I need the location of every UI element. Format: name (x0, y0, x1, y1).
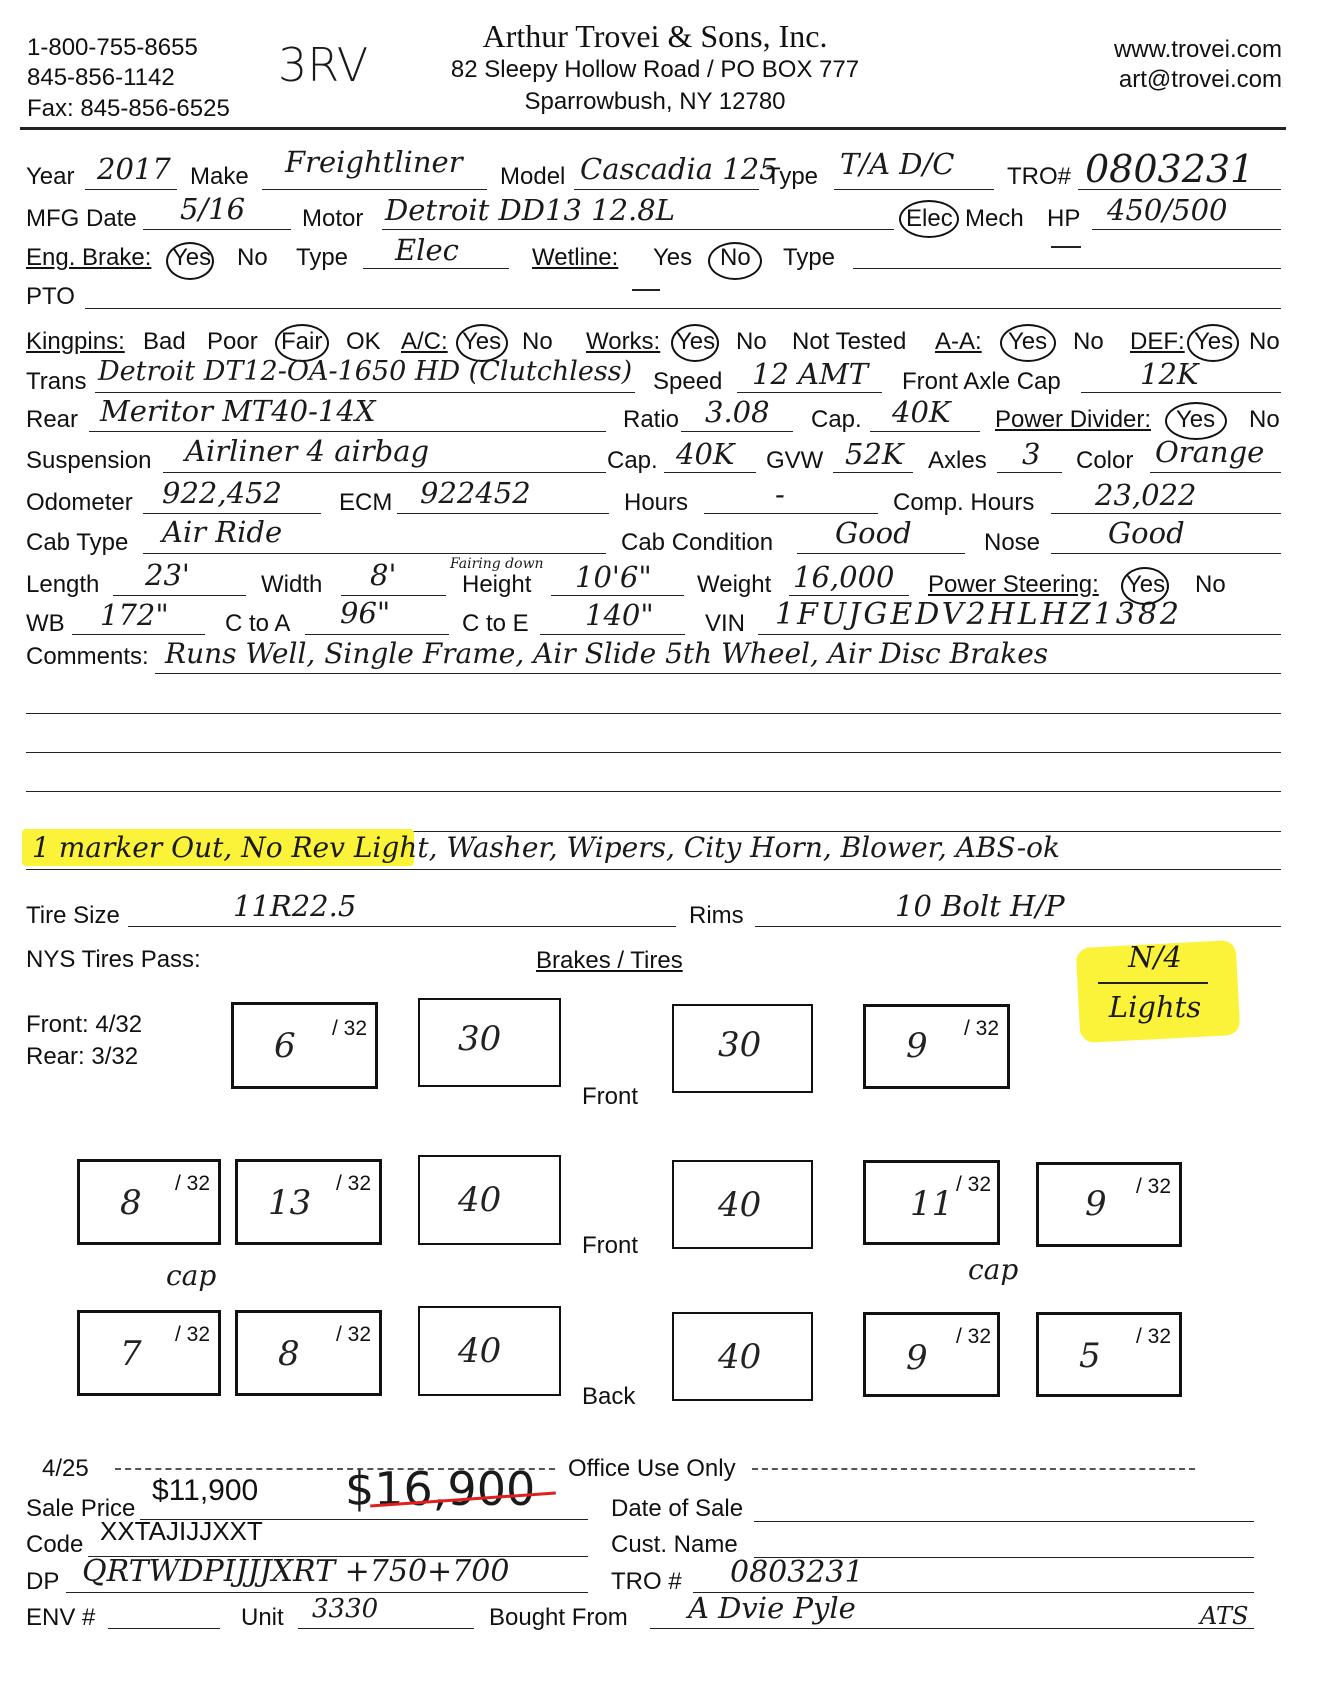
works-not-tested: Not Tested (792, 328, 907, 355)
axle-label-front-2: Front (582, 1232, 639, 1259)
unit-line (298, 1628, 474, 1629)
ratio-label: Ratio (623, 406, 680, 433)
brake-value: 30 (718, 1025, 762, 1065)
make-line (262, 189, 487, 190)
axle-label-back: Back (582, 1383, 636, 1410)
brake-value: 40 (718, 1185, 762, 1225)
motor-value: Detroit DD13 12.8L (385, 193, 675, 227)
def-label: DEF: (1130, 328, 1185, 355)
kingpins-label: Kingpins: (26, 328, 125, 355)
brake-box-r2-left[interactable] (418, 1155, 561, 1245)
handwritten-initials: 3RV (278, 38, 369, 92)
side-note-top: N/4 (1128, 940, 1182, 974)
weight-line (789, 595, 909, 596)
date-of-sale-label: Date of Sale (611, 1495, 744, 1522)
tro-value: 0803231 (1085, 147, 1255, 191)
gvw-label: GVW (766, 447, 824, 474)
date-of-sale-line (754, 1521, 1254, 1522)
front-axle-cap-value: 12K (1140, 357, 1199, 391)
kingpins-fair: Fair (281, 328, 323, 355)
cap-label: Cap. (811, 406, 862, 433)
tire-box-r2-left-inner[interactable] (235, 1159, 382, 1245)
comp-hours-value: 23,022 (1095, 478, 1197, 512)
power-steering-yes: Yes (1126, 571, 1166, 598)
dp-value: QRTWDPIJJJXRT +750+700 (82, 1554, 510, 1589)
rear-line (89, 431, 606, 432)
gvw-line (833, 472, 913, 473)
brakes-tires-heading: Brakes / Tires (536, 947, 683, 974)
wetline-type-label: Type (783, 244, 836, 271)
bought-from-line (650, 1628, 1254, 1629)
axles-label: Axles (928, 447, 987, 474)
cust-name-label: Cust. Name (611, 1531, 738, 1558)
brake-box-r3-right[interactable] (672, 1312, 813, 1401)
comments-line-3 (26, 752, 1281, 753)
power-divider-label: Power Divider: (995, 406, 1152, 433)
height-label: Height (462, 571, 532, 598)
cab-type-value: Air Ride (162, 515, 283, 549)
tire-box-r3-right-inner[interactable] (863, 1312, 1000, 1397)
company-name: Arthur Trovei & Sons, Inc. (482, 18, 828, 54)
brake-value: 30 (458, 1019, 502, 1059)
cab-condition-value: Good (835, 516, 912, 550)
cab-condition-label: Cab Condition (621, 529, 774, 556)
wetline-label: Wetline: (532, 244, 619, 271)
nose-value: Good (1108, 516, 1185, 550)
cap-line (870, 431, 980, 432)
cap-value: 40K (892, 395, 951, 429)
works-no: No (736, 328, 767, 355)
bought-from-label: Bought From (489, 1604, 628, 1631)
width-value: 8' (370, 558, 397, 592)
front-spec: Front: 4/32 (26, 1011, 143, 1038)
suspension-line (163, 472, 606, 473)
sale-price-label: Sale Price (26, 1495, 136, 1522)
hp-mark (1051, 246, 1081, 248)
speed-label: Speed (653, 368, 723, 395)
stamp-date: 4/25 (42, 1455, 89, 1482)
cap-note-left: cap (166, 1259, 217, 1292)
length-value: 23' (145, 558, 190, 592)
height-line (551, 595, 684, 596)
brake-value: 40 (718, 1337, 762, 1377)
old-price-value: $16,900 (345, 1462, 536, 1516)
tire-depth: 5 (1079, 1336, 1101, 1376)
office-dash-right (752, 1468, 1195, 1470)
tire-depth: 9 (906, 1026, 928, 1066)
comments-line-4 (26, 791, 1281, 792)
tire-depth: 7 (120, 1334, 142, 1374)
works-label: Works: (586, 328, 661, 355)
elec-label: Elec (906, 205, 953, 232)
kingpins-poor: Poor (207, 328, 258, 355)
wb-value: 172" (100, 598, 169, 632)
model-label: Model (500, 163, 566, 190)
tire-unit: / 32 (955, 1173, 991, 1196)
aa-no: No (1073, 328, 1104, 355)
dp-line (66, 1592, 588, 1593)
tire-box-r3-left-outer[interactable] (77, 1310, 221, 1396)
works-yes: Yes (676, 328, 716, 355)
make-label: Make (190, 163, 249, 190)
vin-label: VIN (705, 610, 746, 637)
tire-box-r1-right-outer[interactable] (863, 1004, 1010, 1089)
tire-unit: / 32 (331, 1017, 367, 1040)
tire-unit: / 32 (174, 1323, 210, 1346)
hours-value: - (775, 477, 785, 511)
hours-line (704, 513, 878, 514)
highlight-note: 1 marker Out, No Rev Light, Washer, Wipers, City Horn, Blower, ABS-ok (32, 831, 1060, 864)
axles-value: 3 (1022, 437, 1041, 471)
rear-spec: Rear: 3/32 (26, 1043, 139, 1070)
length-line (113, 595, 246, 596)
company-address-2: Sparrowbush, NY 12780 (524, 88, 786, 115)
mfg-date-value: 5/16 (180, 192, 246, 226)
trans-line (95, 392, 635, 393)
hp-line (1092, 229, 1281, 230)
ecm-line (397, 513, 609, 514)
trans-label: Trans (26, 368, 87, 395)
rims-label: Rims (689, 902, 744, 929)
eng-brake-type-value: Elec (395, 233, 459, 267)
company-website[interactable]: www.trovei.com (1113, 36, 1282, 63)
tire-box-r1-left-outer[interactable] (231, 1002, 378, 1089)
trans-value: Detroit DT12-OA-1650 HD (Clutchless) (98, 356, 633, 387)
susp-cap-value: 40K (676, 437, 735, 471)
mfg-date-line (143, 229, 291, 230)
eng-brake-no: No (237, 244, 268, 271)
power-steering-no: No (1195, 571, 1226, 598)
tire-unit: / 32 (174, 1172, 210, 1195)
tire-box-r3-left-inner[interactable] (235, 1310, 382, 1396)
sale-price-value: $11,900 (152, 1474, 259, 1507)
wetline-mark (632, 289, 660, 291)
ac-yes: Yes (462, 328, 502, 355)
nose-label: Nose (984, 529, 1041, 556)
hp-label: HP (1047, 205, 1081, 232)
def-yes: Yes (1194, 328, 1234, 355)
power-steering-label: Power Steering: (928, 571, 1099, 598)
model-value: Cascadia 125 (580, 152, 778, 186)
rear-label: Rear (26, 406, 79, 433)
hp-value: 450/500 (1107, 193, 1228, 227)
dp-label: DP (26, 1568, 60, 1595)
ratio-value: 3.08 (705, 395, 770, 429)
weight-label: Weight (697, 571, 772, 598)
tire-unit: / 32 (335, 1172, 371, 1195)
tire-box-r2-left-outer[interactable] (77, 1159, 221, 1245)
height-value: 10'6" (575, 560, 652, 594)
tire-unit: / 32 (955, 1325, 991, 1348)
brake-value: 40 (458, 1331, 502, 1371)
rims-value: 10 Bolt H/P (895, 889, 1065, 923)
color-line (1150, 472, 1281, 473)
suspension-label: Suspension (26, 447, 152, 474)
cab-type-label: Cab Type (26, 529, 129, 556)
susp-cap-label: Cap. (607, 447, 658, 474)
mech-label: Mech (965, 205, 1024, 232)
tire-size-value: 11R22.5 (233, 889, 357, 923)
wb-label: WB (26, 610, 65, 637)
comments-value: Runs Well, Single Frame, Air Slide 5th Wheel, Air Disc Brakes (165, 637, 1049, 670)
front-axle-cap-label: Front Axle Cap (902, 368, 1061, 395)
length-label: Length (26, 571, 100, 598)
side-note-bottom: Lights (1108, 990, 1202, 1024)
ac-no: No (522, 328, 553, 355)
tire-box-r2-right-outer[interactable] (1036, 1162, 1182, 1247)
speed-line (737, 392, 882, 393)
comments-line-6 (26, 869, 1281, 870)
c-to-a-label: C to A (225, 610, 291, 637)
tire-depth: 8 (278, 1334, 300, 1374)
kingpins-ok: OK (346, 328, 381, 355)
comp-hours-line (1051, 513, 1281, 514)
width-label: Width (261, 571, 323, 598)
brake-box-r2-right[interactable] (672, 1160, 813, 1249)
motor-label: Motor (302, 205, 364, 232)
gvw-value: 52K (845, 437, 904, 471)
c-to-e-line (540, 634, 685, 635)
bought-from-value: A Dvie Pyle (688, 1591, 856, 1625)
header-divider (20, 127, 1286, 130)
cap-note-right: cap (968, 1253, 1019, 1286)
eng-brake-label: Eng. Brake: (26, 244, 152, 271)
aa-yes: Yes (1008, 328, 1048, 355)
power-divider-yes: Yes (1176, 406, 1216, 433)
ratio-line (681, 431, 793, 432)
tire-unit: / 32 (1135, 1175, 1171, 1198)
speed-value: 12 AMT (752, 357, 869, 391)
kingpins-bad: Bad (143, 328, 186, 355)
tire-depth: 9 (1085, 1184, 1107, 1224)
year-value: 2017 (97, 152, 171, 186)
c-to-a-value: 96" (340, 596, 391, 630)
wetline-type-line (853, 268, 1281, 269)
power-divider-no: No (1249, 406, 1280, 433)
tire-unit: / 32 (963, 1017, 999, 1040)
vin-line (758, 634, 1281, 635)
tire-unit: / 32 (335, 1323, 371, 1346)
brake-box-r1-left[interactable] (418, 998, 561, 1087)
env-label: ENV # (26, 1604, 96, 1631)
wetline-no: No (720, 244, 751, 271)
year-line (85, 189, 177, 190)
hours-label: Hours (624, 489, 689, 516)
tire-depth: 13 (268, 1183, 312, 1223)
axles-line (997, 472, 1062, 473)
year-label: Year (26, 163, 75, 190)
c-to-e-label: C to E (462, 610, 529, 637)
eng-brake-type-label: Type (296, 244, 349, 271)
side-note-divider (1098, 982, 1208, 984)
cab-type-line (143, 553, 606, 554)
c-to-e-value: 140" (585, 598, 654, 632)
tire-depth: 6 (274, 1026, 296, 1066)
nose-line (1051, 553, 1281, 554)
unit-label: Unit (241, 1604, 284, 1631)
weight-value: 16,000 (793, 560, 895, 594)
wetline-yes: Yes (653, 244, 693, 271)
phone-2: 845-856-1142 (27, 64, 175, 91)
tro2-value: 0803231 (730, 1555, 864, 1590)
tire-unit: / 32 (1135, 1325, 1171, 1348)
tire-size-label: Tire Size (26, 902, 120, 929)
comments-line-2 (26, 713, 1281, 714)
brake-box-r3-left[interactable] (418, 1306, 561, 1396)
front-axle-cap-line (1081, 392, 1281, 393)
axle-label-front-1: Front (582, 1083, 639, 1110)
make-value: Freightliner (285, 145, 463, 179)
pto-line (85, 308, 1281, 309)
phone-1: 1-800-755-8655 (27, 34, 198, 61)
ecm-value: 922452 (420, 476, 531, 510)
pto-label: PTO (26, 283, 75, 310)
aa-label: A-A: (935, 328, 982, 355)
tire-box-r3-right-outer[interactable] (1036, 1312, 1182, 1397)
suspension-value: Airliner 4 airbag (185, 434, 430, 468)
color-value: Orange (1155, 435, 1265, 469)
comp-hours-label: Comp. Hours (893, 489, 1035, 516)
tro-label: TRO# (1007, 163, 1072, 190)
code-value: XXTAJIJJXXT (100, 1516, 263, 1546)
eng-brake-type-line (363, 268, 509, 269)
tire-size-line (128, 926, 676, 927)
nys-tires-pass-label: NYS Tires Pass: (26, 946, 201, 973)
cab-condition-line (797, 553, 965, 554)
odometer-value: 922,452 (162, 476, 282, 510)
c-to-a-line (305, 634, 449, 635)
type-label: Type (766, 163, 819, 190)
color-label: Color (1076, 447, 1134, 474)
fax-number: Fax: 845-856-6525 (27, 95, 230, 122)
tro2-label: TRO # (611, 1568, 682, 1595)
ac-label: A/C: (401, 328, 448, 355)
ats-initials: ATS (1200, 1602, 1249, 1630)
mfg-date-label: MFG Date (26, 205, 137, 232)
tire-depth: 11 (910, 1184, 954, 1224)
susp-cap-line (664, 472, 756, 473)
unit-value: 3330 (312, 1594, 379, 1624)
code-label: Code (26, 1531, 84, 1558)
model-line (574, 189, 759, 190)
company-address-1: 82 Sleepy Hollow Road / PO BOX 777 (450, 56, 860, 83)
comments-label: Comments: (26, 643, 149, 670)
brake-value: 40 (458, 1180, 502, 1220)
motor-line (382, 229, 894, 230)
type-value: T/A D/C (840, 147, 955, 181)
wb-line (72, 634, 205, 635)
ecm-label: ECM (339, 489, 393, 516)
odometer-label: Odometer (26, 489, 133, 516)
office-use-only-label: Office Use Only (568, 1455, 736, 1482)
comments-line-1 (155, 673, 1281, 674)
env-line (108, 1628, 220, 1629)
rims-line (755, 926, 1281, 927)
tire-depth: 8 (120, 1183, 142, 1223)
def-no: No (1249, 328, 1280, 355)
height-note: Fairing down (450, 556, 544, 572)
tire-box-r2-right-inner[interactable] (863, 1160, 1000, 1245)
eng-brake-yes: Yes (172, 244, 212, 271)
vin-value: 1FUJGEDV2HLHZ1382 (775, 597, 1182, 632)
tire-depth: 9 (906, 1338, 928, 1378)
brake-box-r1-right[interactable] (672, 1004, 813, 1093)
odometer-line (143, 513, 321, 514)
rear-value: Meritor MT40-14X (100, 394, 376, 428)
type-line (834, 189, 994, 190)
company-email[interactable]: art@trovei.com (1118, 66, 1282, 93)
